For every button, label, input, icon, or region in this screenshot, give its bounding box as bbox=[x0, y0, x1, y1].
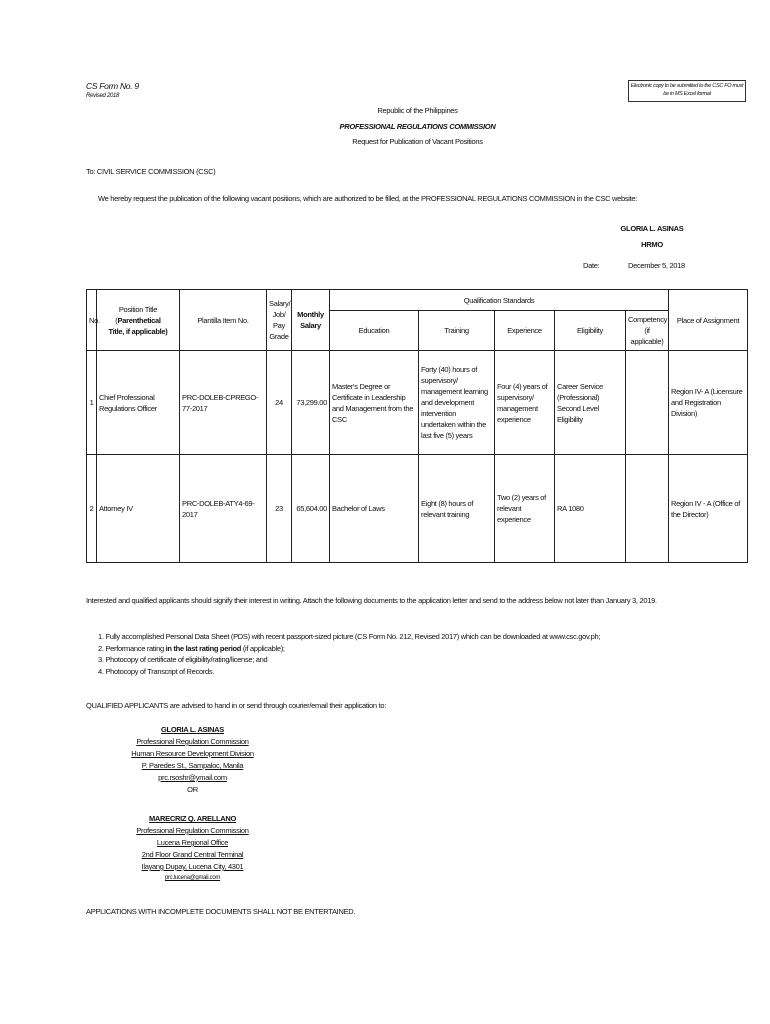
row-salary: 73,299.00 bbox=[292, 351, 330, 455]
row-eligibility: Career Service (Professional) Second Level Eligibility bbox=[555, 351, 626, 455]
header-place-of-assignment: Place of Assignment bbox=[669, 290, 748, 351]
contact-secondary-name: MARECRIZ Q. ARELLANO bbox=[148, 814, 237, 823]
documents-list bbox=[98, 631, 600, 677]
or-separator: OR bbox=[187, 785, 198, 794]
intro-paragraph: We hereby request the publication of the following vacant positions, which are authorized to be filled, at the PROFESSIONAL REGULATIONS COMMISSION in the CSC website: bbox=[98, 194, 638, 203]
header-qualification-standards: Qualification Standards bbox=[330, 290, 669, 311]
instructions-paragraph: Interested and qualified applicants should signify their interest in writing. Attach the following documents to the application letter and send to the address below not later than January 3, 2019. bbox=[86, 596, 657, 605]
contact-secondary-office: Lucena Regional Office bbox=[156, 838, 229, 847]
electronic-copy-note: Electronic copy to be submitted to the CSC FO must be in MS Excel format bbox=[628, 80, 746, 102]
form-number: CS Form No. 9 bbox=[86, 81, 139, 91]
agency-name: PROFESSIONAL REGULATIONS COMMISSION bbox=[339, 122, 496, 131]
row-position: Chief Professional Regulations Officer bbox=[97, 351, 180, 455]
document-item-1: 1. Fully accomplished Personal Data Sheet (PDS) with recent passport-sized picture (CS Form No. 212, Revised 2017) which can be downloaded at www.csc.gov.ph; bbox=[98, 632, 601, 641]
contact-primary-email[interactable]: prc.rsoshr@ymail.com bbox=[158, 773, 227, 782]
addressee: To: CIVIL SERVICE COMMISSION (CSC) bbox=[86, 167, 216, 176]
vacancy-table bbox=[86, 289, 748, 563]
row-competency bbox=[626, 351, 669, 455]
row-place: Region IV- A (Licensure and Registration Division) bbox=[669, 351, 748, 455]
header-eligibility: Eligibility bbox=[555, 311, 626, 351]
header-education: Education bbox=[330, 311, 419, 351]
table-row bbox=[87, 455, 748, 563]
republic-line: Republic of the Philippines bbox=[377, 106, 458, 115]
row-experience: Two (2) years of relevant experience bbox=[495, 455, 555, 563]
contact-secondary-address1: 2nd Floor Grand Central Terminal bbox=[141, 850, 244, 859]
header-monthly-salary: Monthly Salary bbox=[292, 290, 330, 351]
contact-primary-name: GLORIA L. ASINAS bbox=[161, 725, 224, 734]
header-competency: Competency (if applicable) bbox=[626, 311, 669, 351]
header-training: Training bbox=[419, 311, 495, 351]
row-no: 1 bbox=[87, 351, 97, 455]
header-experience: Experience bbox=[495, 311, 555, 351]
row-training: Forty (40) hours of supervisory/ management learning and development intervention undertaken within the last five (5) years bbox=[419, 351, 495, 455]
row-plantilla: PRC-DOLEB-ATY4-69-2017 bbox=[180, 455, 267, 563]
header-salary-grade: Salary/ Job/ Pay Grade bbox=[267, 290, 292, 351]
contact-secondary-address2: Ilayang Dupay, Lucena City, 4301 bbox=[141, 862, 244, 871]
row-no: 2 bbox=[87, 455, 97, 563]
contact-secondary bbox=[130, 813, 255, 883]
contact-secondary-org: Professional Regulation Commission bbox=[136, 826, 249, 835]
form-revision: Revised 2018 bbox=[86, 93, 120, 99]
row-training: Eight (8) hours of relevant training bbox=[419, 455, 495, 563]
contact-primary-org: Professional Regulation Commission bbox=[136, 737, 249, 746]
row-education: Master's Degree or Certificate in Leadership and Management from the CSC bbox=[330, 351, 419, 455]
row-salary: 65,604.00 bbox=[292, 455, 330, 563]
signatory-title: HRMO bbox=[641, 240, 663, 249]
signatory-name: GLORIA L. ASINAS bbox=[620, 224, 684, 233]
row-grade: 23 bbox=[267, 455, 292, 563]
row-experience: Four (4) years of supervisory/ management experience bbox=[495, 351, 555, 455]
document-item-3: 3. Photocopy of certificate of eligibility/rating/license; and bbox=[98, 655, 268, 664]
table-row bbox=[87, 351, 748, 455]
date-label: Date: bbox=[583, 261, 600, 270]
row-position: Attorney IV bbox=[97, 455, 180, 563]
contact-primary-address: P. Paredes St., Sampaloc, Manila bbox=[141, 761, 244, 770]
row-place: Region IV - A (Office of the Director) bbox=[669, 455, 748, 563]
contact-primary bbox=[130, 724, 255, 796]
row-grade: 24 bbox=[267, 351, 292, 455]
contact-secondary-email[interactable]: prc.lucena@gmail.com bbox=[164, 875, 221, 881]
document-item-4: 4. Photocopy of Transcript of Records. bbox=[98, 666, 215, 676]
header-no: No. bbox=[87, 290, 97, 351]
footer-notice: APPLICATIONS WITH INCOMPLETE DOCUMENTS SHALL NOT BE ENTERTAINED. bbox=[86, 907, 356, 916]
contact-primary-division: Human Resource Development Division bbox=[131, 749, 254, 758]
row-education: Bachelor of Laws bbox=[330, 455, 419, 563]
request-title: Request for Publication of Vacant Positions bbox=[352, 137, 483, 146]
advice-paragraph: QUALIFIED APPLICANTS are advised to hand in or send through courier/email their application to: bbox=[86, 701, 387, 710]
row-plantilla: PRC-DOLEB-CPREGO-77-2017 bbox=[180, 351, 267, 455]
document-item-2: 2. Performance rating in the last rating period (if applicable); bbox=[98, 643, 285, 653]
date-value: December 5, 2018 bbox=[628, 261, 685, 270]
row-competency bbox=[626, 455, 669, 563]
header-position-title: Position Title (Parenthetical Title, if applicable) bbox=[97, 290, 180, 351]
header-plantilla: Plantilla Item No. bbox=[180, 290, 267, 351]
row-eligibility: RA 1080 bbox=[555, 455, 626, 563]
